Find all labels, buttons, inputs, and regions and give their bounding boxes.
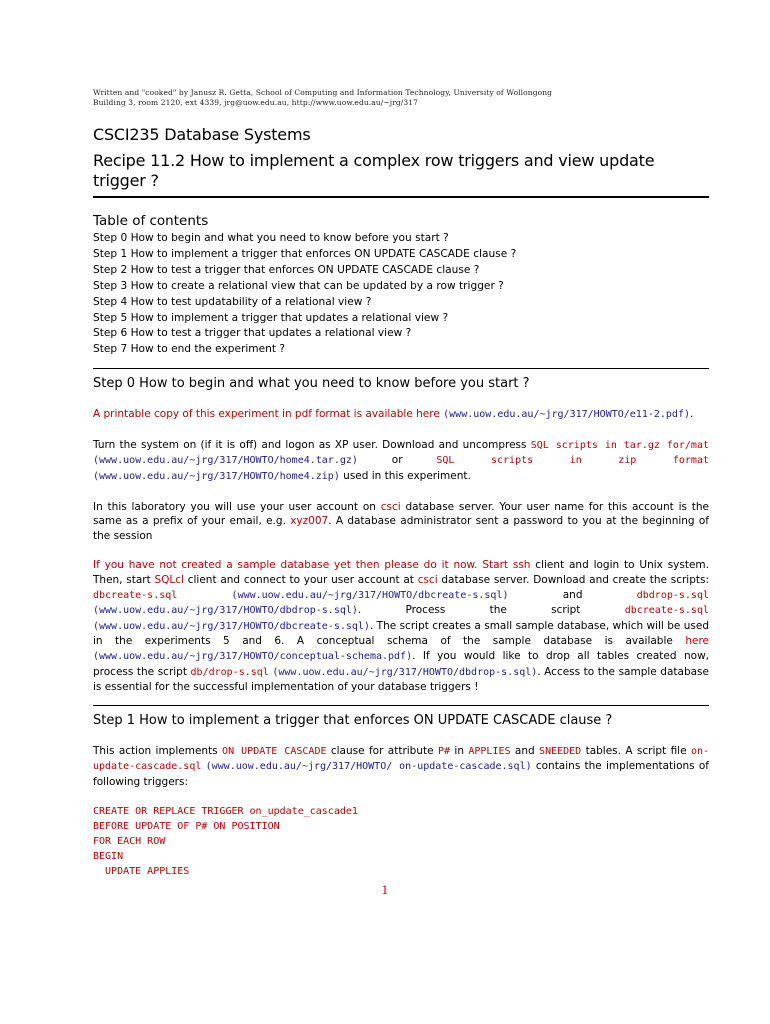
keyword-on-update-cascade: ON UPDATE CASCADE (222, 745, 327, 757)
zip-link[interactable]: SQL scripts in zip format (436, 455, 709, 467)
account-text-3: . A database administrator sent a password to you at the beginning of the session (93, 515, 710, 542)
keyword-sneeded: SNEEDED (539, 745, 582, 757)
script-text: . The script creates a small sample database, which will be used in the experiments 5 and 6. A conceptual schema of the sample database is available (93, 619, 709, 648)
dbdrop-link-2[interactable]: db/drop-s.sql (190, 666, 269, 678)
dbcreate-link[interactable]: dbcreate-s.sql (93, 589, 178, 601)
step1-text: This action implements (93, 744, 223, 757)
keyword-p: P# (437, 745, 451, 757)
toc-item-step2[interactable]: Step 2 How to test a trigger that enforces ON UPDATE CASCADE clause ? (93, 263, 480, 276)
toc-item-step6[interactable]: Step 6 How to test a trigger that updates a relational view ? (93, 327, 412, 340)
step1-paragraph (93, 744, 709, 790)
toc-item-step7[interactable]: Step 7 How to end the experiment ? (93, 343, 285, 356)
targz-url[interactable]: (www.uow.edu.au/~jrg/317/HOWTO/home4.tar.gz) (93, 455, 358, 467)
dbcreate-link-2[interactable]: dbcreate-s.sql (624, 605, 709, 617)
dbcreate-url-2[interactable]: (www.uow.edu.au/~jrg/317/HOWTO/dbcreate-s.sql) (93, 620, 370, 632)
step1-text-3: in (450, 744, 469, 757)
toc-item-step4[interactable]: Step 4 How to test updatability of a relational view ? (93, 295, 372, 308)
step1-text-6: contains the implementations of following triggers: (93, 760, 709, 788)
dbdrop-url[interactable]: (www.uow.edu.au/~jrg/317/HOWTO/dbdrop-s.sql) (93, 605, 358, 617)
keyword-applies: APPLIES (468, 745, 511, 757)
document-page (93, 88, 709, 879)
server-name-2: csci (417, 574, 438, 586)
script-file-link[interactable]: on-update-cascade.sql (93, 745, 710, 773)
trigger-code-block: CREATE OR REPLACE TRIGGER on_update_cascade1 BEFORE UPDATE OF P# ON POSITION FOR EACH ROW BEGIN UPDATE APPLIES (93, 805, 358, 877)
process-text: . Process the script (357, 604, 625, 617)
contact-line: Building 3, room 2120, ext 4339, jrg@uow.edu.au, http://www.uow.edu.au/~jrg/317 (93, 97, 419, 107)
page-number: 1 (381, 884, 389, 897)
toc-item-step5[interactable]: Step 5 How to implement a trigger that updates a relational view ? (93, 311, 449, 324)
step1-text-2: clause for attribute (326, 744, 438, 757)
period: . (689, 408, 694, 421)
schema-url[interactable]: (www.uow.edu.au/~jrg/317/HOWTO/conceptual-schema.pdf) (93, 650, 413, 662)
account-text-2: database server. Your user name for this account is the same as a prefix of your email, e.g. (93, 500, 709, 528)
section-rule-2 (93, 705, 709, 706)
ssh-name: ssh (512, 559, 531, 572)
sample-text-3: client and connect to your user account at (183, 574, 418, 586)
sample-text-4: database server. Download and create the scripts: (437, 574, 709, 586)
sample-text-2: client and login to Unix system. Then, start (93, 559, 709, 586)
or-text: or (357, 454, 437, 467)
download-paragraph (93, 438, 709, 485)
server-name: csci (380, 500, 401, 513)
pdf-copy-link[interactable]: A printable copy of this experiment in pdf format is available here (93, 408, 440, 421)
toc-item-step1[interactable]: Step 1 How to implement a trigger that enforces ON UPDATE CASCADE clause ? (93, 247, 517, 260)
schema-link[interactable]: here (685, 635, 709, 648)
and-text: and (508, 588, 637, 601)
dbcreate-url[interactable]: (www.uow.edu.au/~jrg/317/HOWTO/dbcreate-s.sql) (231, 589, 509, 601)
table-of-contents (93, 231, 709, 358)
script-file-url[interactable]: (www.uow.edu.au/~jrg/317/HOWTO/ on-update-cascade.sql) (205, 761, 532, 773)
sample-db-warning: If you have not created a sample database yet then please do it now. Start (93, 559, 513, 572)
targz-link[interactable]: SQL scripts in tar.gz for/mat (530, 439, 709, 451)
toc-item-step0[interactable]: Step 0 How to begin and what you need to know before you start ? (93, 232, 449, 244)
download-text: Turn the system on (if it is off) and logon as XP user. Download and uncompress (93, 438, 531, 451)
recipe-title: Recipe 11.2 How to implement a complex row triggers and view update trigger ? (93, 151, 655, 190)
example-username: xyz007 (290, 515, 329, 528)
sqlcl-name: SQLcl (154, 574, 184, 586)
used-text: used in this experiment. (339, 470, 471, 483)
zip-url[interactable]: (www.uow.edu.au/~jrg/317/HOWTO/home4.zip) (93, 471, 340, 483)
pdf-copy-paragraph (93, 407, 709, 423)
account-paragraph (93, 500, 709, 544)
sample-db-paragraph (93, 558, 709, 694)
account-text: In this laboratory you will use your user account on (93, 500, 381, 513)
title-rule (93, 196, 709, 198)
pdf-copy-url[interactable]: (www.uow.edu.au/~jrg/317/HOWTO/e11-2.pdf) (443, 409, 690, 421)
dbdrop-url-2[interactable]: (www.uow.edu.au/~jrg/317/HOWTO/dbdrop-s.sql) (272, 666, 538, 678)
drop-text: . If you would like to drop all tables created now, process the script (93, 649, 709, 678)
step0-heading: Step 0 How to begin and what you need to know before you start ? (93, 376, 530, 392)
dbdrop-link[interactable]: dbdrop-s.sql (636, 589, 709, 601)
toc-heading: Table of contents (93, 213, 209, 229)
step1-text-4: and (510, 744, 540, 757)
toc-item-step3[interactable]: Step 3 How to create a relational view that can be updated by a row trigger ? (93, 279, 504, 292)
access-text: . Access to the sample database is essential for the successful implementation of your database triggers ! (93, 665, 709, 694)
step1-text-5: tables. A script file (581, 744, 691, 757)
step1-heading: Step 1 How to implement a trigger that enforces ON UPDATE CASCADE clause ? (93, 712, 613, 728)
course-title: CSCI235 Database Systems (93, 125, 311, 144)
author-line: Written and "cooked" by Janusz R. Getta, School of Computing and Information Technology, University of Wollongong (93, 88, 553, 97)
section-rule (93, 368, 709, 369)
